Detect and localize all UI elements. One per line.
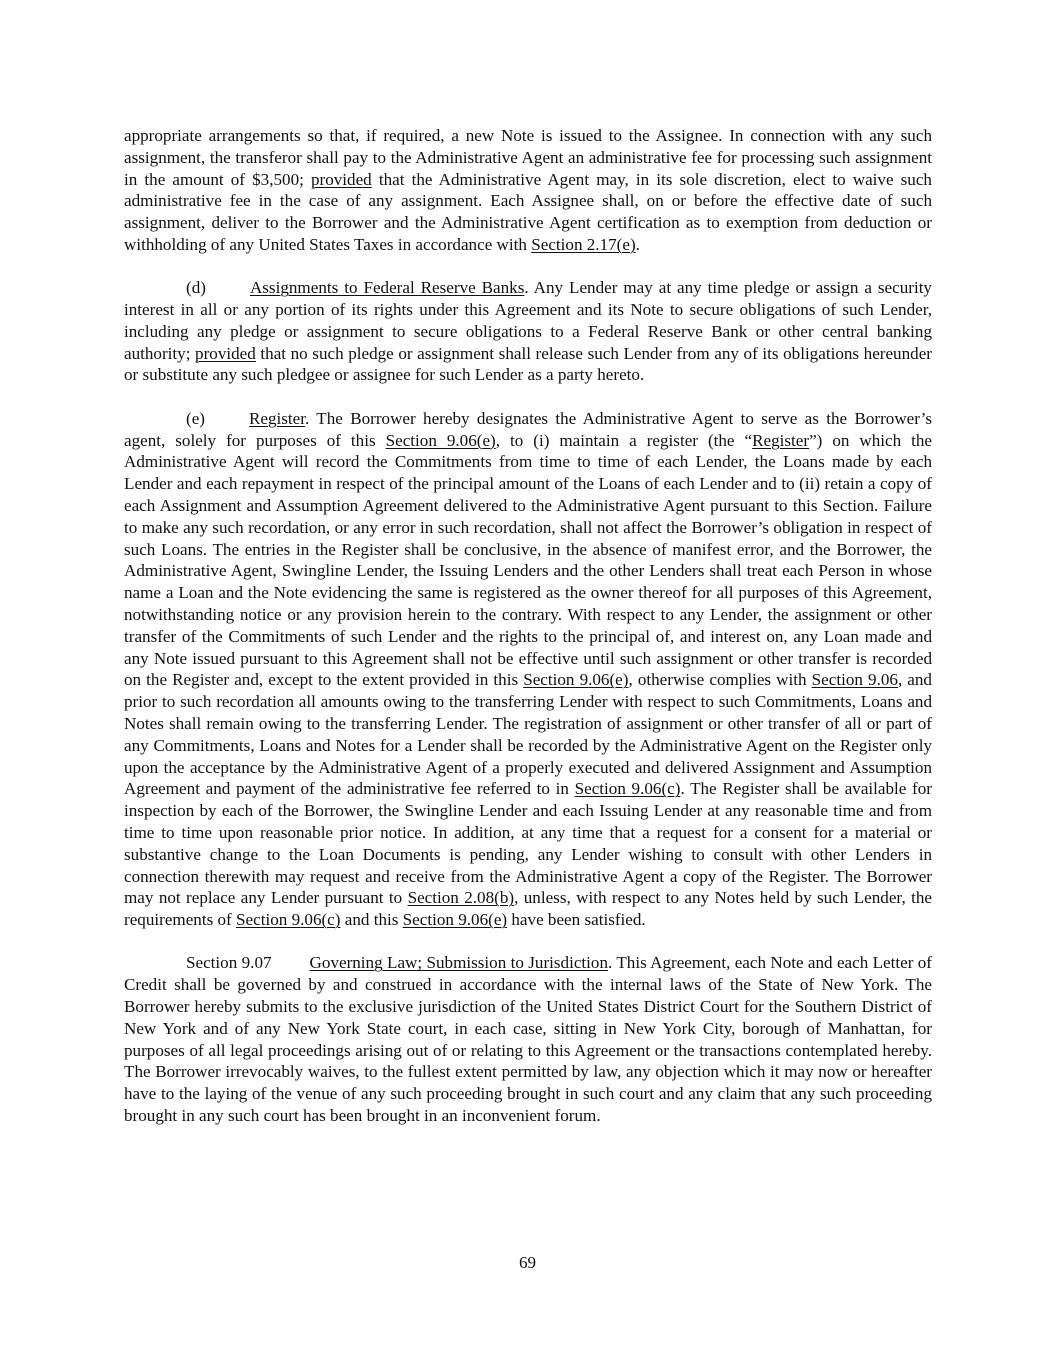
section-heading: Governing Law; Submission to Jurisdiction [309,953,609,973]
provided-term: provided [310,169,372,189]
paragraph-label: (d) [186,278,206,298]
provided-term: provided [195,343,256,363]
paragraph-text: . This Agreement, each Note and each Letter of Credit shall be governed by and construed in accordance with the internal laws of the State of New York. The Borrower hereby submits to the exclusive jurisdiction of the United States District Court for the Southern District of New York and of any New York State court, in each case, sitting in New York City, borough of Manhattan, for purposes of all legal proceedings arising out of or relating to this Agreement or the transactions contemplated hereby. The Borrower irrevocably waives, to the fullest extent permitted by law, any objection which it may now or hereafter have to the laying of the venue of any such proceeding brought in such court and any claim that any such proceeding brought in any such court has been brought in an inconvenient forum. [124,953,932,1125]
section-reference[interactable]: Section 9.06 [811,670,898,690]
paragraph-heading: Assignments to Federal Reserve Banks [249,278,525,298]
paragraph-text: that no such pledge or assignment shall release such Lender from any of its obligations hereunder or substitute any such pledgee or assignee for such Lender as a party hereto. [124,343,932,385]
paragraph-text: . The Register shall be available for inspection by each of the Borrower, the Swingline Lender and each Issuing Lender at any reasonable time and from time to time upon reasonable prior notice. In addition, at any time that a request for a consent for a material or substantive change to the Loan Documents is pending, any Lender wishing to consult with other Lenders in connection therewith may request and receive from the Administrative Agent a copy of the Register. The Borrower may not replace any Lender pursuant to [124,779,932,908]
section-reference[interactable]: Section 2.17(e) [531,234,636,254]
paragraph-d [124,277,932,386]
section-reference[interactable]: Section 9.06(c) [236,910,341,930]
paragraph-text: , and prior to such recordation all amounts owing to the transferring Lender with respect to such Commitments, Loans and Notes shall remain owing to the transferring Lender. The registration of assignment or other transfer of all or part of any Commitments, Loans and Notes for a Lender shall be recorded by the Administrative Agent on the Register only upon the acceptance by the Administrative Agent of a properly executed and delivered Assignment and Assumption Agreement and payment of the administrative fee referred to in [124,670,932,799]
paragraph-text: appropriate arrangements so that, if required, a new Note is issued to the Assignee. In connection with any such assignment, the transferor shall pay to the Administrative Agent an administrative fee for processing such assignment in the amount of $3,500; [124,126,932,189]
paragraph-text: . [635,234,640,254]
paragraph-text: , to (i) maintain a register (the “ [495,430,753,450]
paragraph-text: . Any Lender may at any time pledge or assign a security interest in all or any portion of its rights under this Agreement and its Note to secure obligations of such Lender, including any pledge or assignment to secure obligations to a Federal Reserve Bank or other central banking authority; [124,278,932,363]
section-number: Section 9.07 [186,953,272,973]
paragraph-text: . The Borrower hereby designates the Administrative Agent to serve as the Borrower’s agent, solely for purposes of this [124,408,932,450]
paragraph-text: ”) on which the Administrative Agent will record the Commitments from time to time of each Lender, the Loans made by each Lender and each repayment in respect of the principal amount of the Loans of each Lender and to (ii) retain a copy of each Assignment and Assumption Agreement delivered to the Administrative Agent pursuant to this Section. Failure to make any such recordation, or any error in such recordation, shall not affect the Borrower’s obligation in respect of such Loans. The entries in the Register shall be conclusive, in the absence of manifest error, and the Borrower, the Administrative Agent, Swingline Lender, the Issuing Lenders and the other Lenders shall treat each Person in whose name a Loan and the Note evidencing the same is registered as the owner thereof for all purposes of this Agreement, notwithstanding notice or any provision herein to the contrary. With respect to any Lender, the assignment or other transfer of the Commitments of such Lender and the rights to the principal of, and interest on, any Loan made and any Note issued pursuant to this Agreement shall not be effective until such assignment or other transfer is recorded on the Register and, except to the extent provided in this [124,430,933,690]
paragraph-text: , unless, with respect to any Notes held by such Lender, the requirements of [124,888,932,930]
paragraph-c-continued [124,125,932,256]
section-reference[interactable]: Section 2.08(b) [407,888,515,908]
paragraph-text: , otherwise complies with [628,670,812,690]
paragraph-label: (e) [186,408,205,428]
defined-term: Register [752,430,810,450]
section-9-07 [124,952,932,1126]
section-reference[interactable]: Section 9.06(e) [523,670,629,690]
paragraph-text: that the Administrative Agent may, in its sole discretion, elect to waive such administrative fee in the case of any assignment. Each Assignee shall, on or before the effective date of such assignment, deliver to the Borrower and the Administrative Agent certification as to exemption from deduction or withholding of any United States Taxes in accordance with [124,169,932,254]
paragraph-heading: Register [248,408,306,428]
section-reference[interactable]: Section 9.06(c) [574,779,681,799]
paragraph-text: have been satisfied. [507,910,646,930]
document-page [124,125,932,1148]
page-number: 69 [518,1253,537,1272]
paragraph-e [124,408,932,931]
section-reference[interactable]: Section 9.06(e) [402,910,508,930]
paragraph-text: and this [340,910,403,930]
section-reference[interactable]: Section 9.06(e) [385,430,496,450]
